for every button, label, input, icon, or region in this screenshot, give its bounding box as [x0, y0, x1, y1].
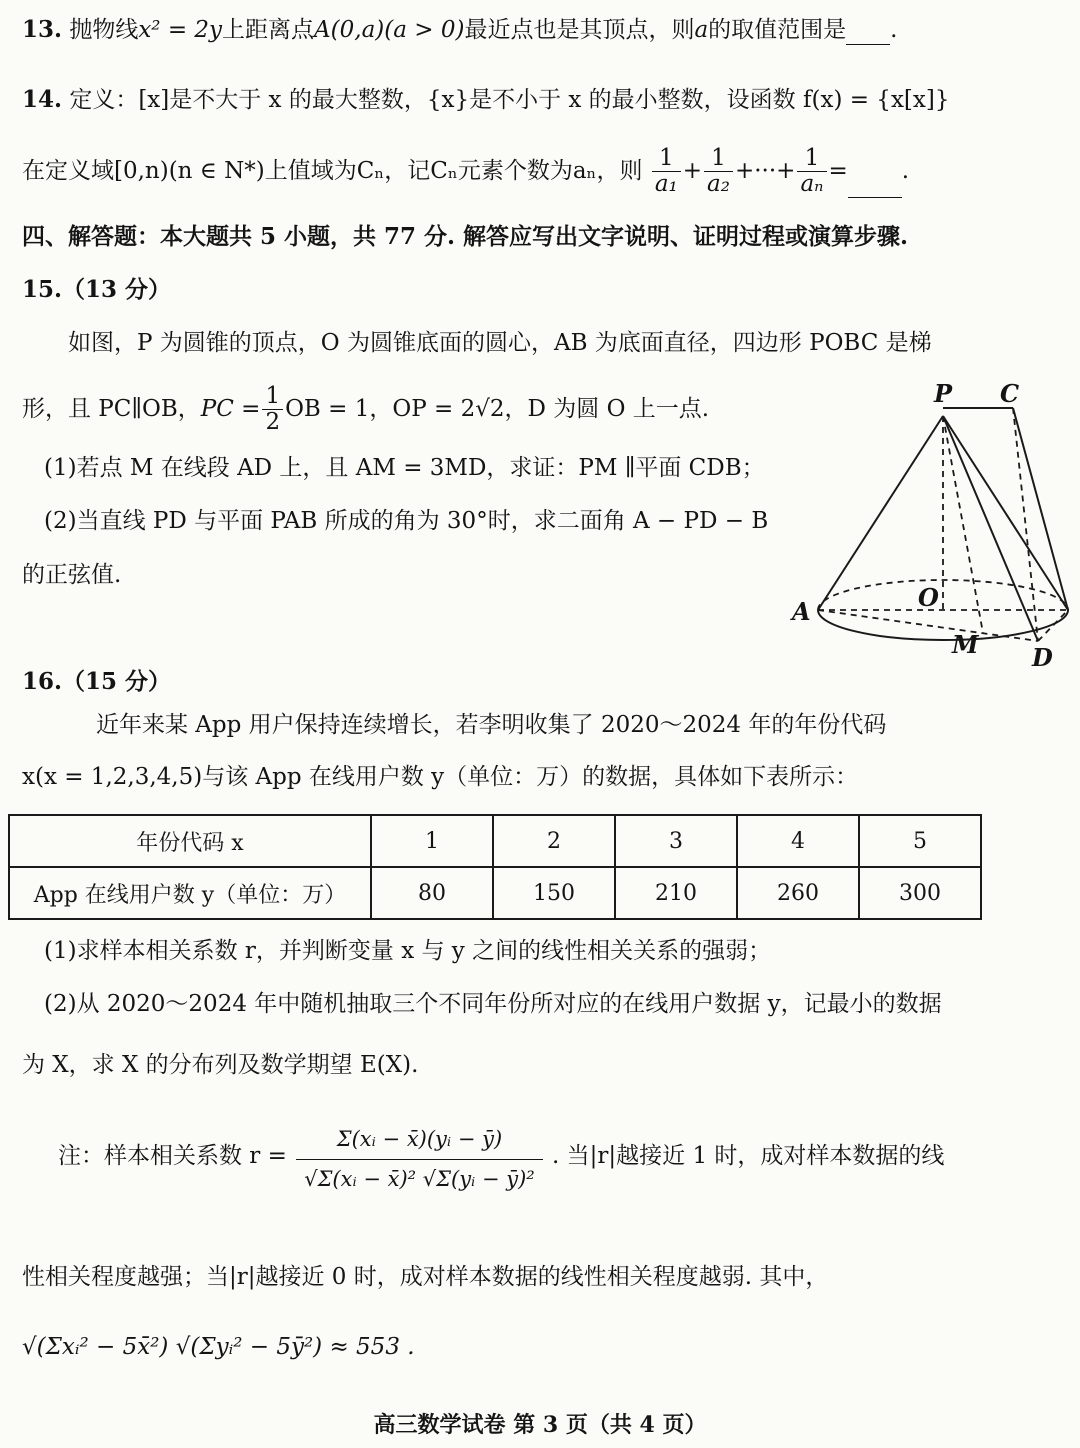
cone-figure: [788, 378, 1078, 670]
q14-frac-1-den: a₁: [654, 171, 678, 198]
segment-ad: [818, 610, 1038, 641]
formula-numerator: Σ(xᵢ − x̄)(yᵢ − ȳ): [296, 1122, 543, 1160]
q15-sub2: (2)当直线 PD 与平面 PAB 所成的角为 30°时，求二面角 A − PD − B: [44, 508, 769, 534]
q14-end: .: [901, 157, 910, 184]
q14-frac-n-den: aₙ: [800, 171, 824, 198]
label-c: C: [1000, 379, 1020, 408]
q13-text-c: 最近点也是其顶点，则: [464, 17, 695, 43]
label-a: A: [792, 597, 811, 626]
note-tail: . 当|r|越接近 1 时，成对样本数据的线: [552, 1142, 945, 1169]
q16-sub1: (1)求样本相关系数 r，并判断变量 x 与 y 之间的线性相关关系的强弱；: [44, 938, 772, 964]
table-cell: 300: [859, 867, 981, 919]
table-cell: 1: [371, 815, 493, 867]
q13-line: [22, 16, 897, 45]
q14-domain-text: 在定义域[0,n)(n ∈ N*)上值域为Cₙ，记Cₙ元素个数为aₙ，则: [22, 157, 643, 184]
q15-sub3: 的正弦值.: [22, 562, 122, 588]
q14-frac-1-num: 1: [652, 146, 681, 172]
q15-para2: [22, 384, 709, 436]
q14-frac-n-num: 1: [797, 146, 826, 172]
q15-half-num: 1: [262, 384, 283, 410]
label-p: P: [934, 379, 953, 408]
formula-denominator: √Σ(xᵢ − x̄)² √Σ(yᵢ − ȳ)²: [304, 1167, 535, 1192]
correlation-formula: [296, 1122, 543, 1191]
table-cell: 80: [371, 867, 493, 919]
q14-plus: +: [682, 157, 703, 184]
q14-equals: =: [828, 157, 848, 184]
table-row: [9, 815, 981, 867]
q13-var: a: [694, 17, 709, 43]
q16-note: [58, 1122, 944, 1191]
table-cell: 4: [737, 815, 859, 867]
q16-note2: 性相关程度越强；当|r|越接近 0 时，成对样本数据的线性相关程度越弱. 其中，: [22, 1264, 829, 1290]
segment-cd: [1013, 408, 1038, 641]
table-header-x: 年份代码 x: [9, 815, 371, 867]
q14-number: 14.: [22, 86, 63, 113]
q13-point: A(0,a)(a > 0): [314, 17, 465, 43]
table-row: [9, 867, 981, 919]
data-table: [8, 814, 982, 920]
q13-text-b: 上距离点: [222, 17, 315, 43]
q13-number: 13.: [22, 16, 63, 43]
q13-text-a: 抛物线: [69, 17, 139, 43]
q16-header: 16.（15 分）: [22, 668, 172, 695]
q15-para2-a: 形，且 PC∥OB，: [22, 395, 201, 422]
q15-para1: 如图，P 为圆锥的顶点，O 为圆锥底面的圆心，AB 为底面直径，四边形 POBC 是梯: [68, 330, 932, 356]
q14-frac-n: [797, 146, 826, 198]
q14-definition: 定义：[x]是不大于 x 的最大整数，{x}是不小于 x 的最小整数，设函数 f(x) = {x[x]}: [69, 87, 950, 113]
q14-frac-1: [652, 146, 681, 198]
q16-para1: 近年来某 App 用户保持连续增长，若李明收集了 2020～2024 年的年份代码: [96, 712, 887, 738]
label-m: M: [952, 630, 979, 659]
q13-answer-blank: [846, 22, 890, 45]
q16-sum-expression: √(Σxᵢ² − 5x̄²) √(Σyᵢ² − 5ȳ²) ≈ 553 .: [22, 1334, 415, 1360]
q15-sub1: (1)若点 M 在线段 AD 上，且 AM = 3MD，求证：PM ∥平面 CDB；: [44, 455, 765, 481]
q14-frac-2-den: a₂: [707, 171, 730, 198]
q13-end: .: [890, 17, 898, 43]
q15-half-frac: [262, 384, 283, 436]
q14-line1: [22, 86, 949, 115]
q14-line2: [22, 146, 909, 198]
section-4-heading: 四、解答题：本大题共 5 小题，共 77 分. 解答应写出文字说明、证明过程或演算步骤.: [22, 223, 909, 250]
q16-para2: x(x = 1,2,3,4,5)与该 App 在线用户数 y（单位：万）的数据，具体如下表所示：: [22, 764, 859, 790]
page-footer: 高三数学试卷 第 3 页（共 4 页）: [373, 1412, 707, 1438]
q13-equation: x² = 2y: [138, 17, 223, 43]
table-cell: 5: [859, 815, 981, 867]
q15-header: 15.（13 分）: [22, 276, 172, 303]
q13-text-d: 的取值范围是: [708, 17, 847, 43]
q16-sub3: 为 X，求 X 的分布列及数学期望 E(X).: [22, 1052, 419, 1078]
table-cell: 210: [615, 867, 737, 919]
segment-cb: [1013, 408, 1068, 610]
table-cell: 260: [737, 867, 859, 919]
table-cell: 2: [493, 815, 615, 867]
cone-side-right: [943, 416, 1068, 610]
q15-para2-b: PC =: [200, 395, 261, 422]
q14-frac-2: [704, 146, 733, 198]
label-o: O: [918, 583, 939, 612]
q15-para2-c: OB = 1，OP = 2√2，D 为圆 O 上一点.: [285, 395, 710, 422]
q14-frac-2-num: 1: [704, 146, 733, 172]
q14-dots: +···+: [734, 157, 796, 184]
q16-sub2: (2)从 2020～2024 年中随机抽取三个不同年份所对应的在线用户数据 y，记最小的数据: [44, 991, 942, 1017]
table-header-y: App 在线用户数 y（单位：万）: [9, 867, 371, 919]
segment-db: [1038, 610, 1068, 641]
q14-answer-blank: [848, 175, 902, 198]
note-label: 注：样本相关系数 r =: [58, 1142, 287, 1169]
label-d: D: [1032, 643, 1053, 670]
q15-half-den: 2: [265, 409, 281, 436]
table-cell: 3: [615, 815, 737, 867]
table-cell: 150: [493, 867, 615, 919]
